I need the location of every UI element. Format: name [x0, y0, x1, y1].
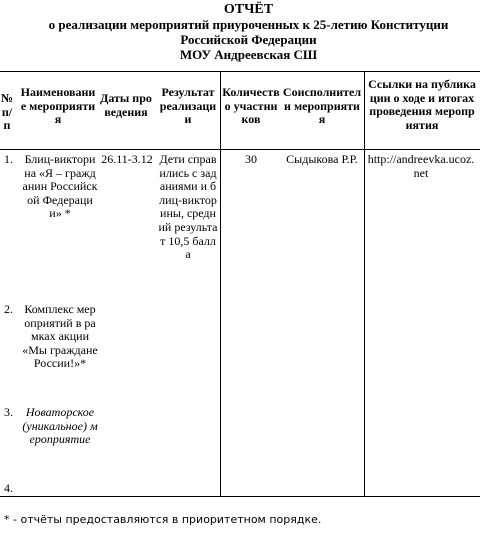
school-name: МОУ Андреевская СШ: [179, 47, 318, 62]
report-title: ОТЧЁТ: [223, 2, 274, 17]
row3-number: 3.: [4, 405, 13, 419]
row1-name: Блиц-викторина «Я – гражданин Российской Федерации» *: [22, 152, 98, 221]
header-name: Наименование мероприятия: [20, 85, 96, 126]
row1-link[interactable]: http://andreevka.ucoz.net: [367, 152, 475, 180]
header-bottom-border: [0, 149, 480, 150]
row1-count: 30: [245, 152, 257, 166]
row2-number: 2.: [4, 302, 13, 316]
column-divider-2: [364, 71, 365, 497]
row1-result: Дети справились с заданиями и блиц-викторины, средний результат 10,5 балла: [158, 152, 218, 262]
footnote: * - отчёты предоставляются в приоритетном порядке.: [4, 513, 322, 526]
table-top-border: [0, 71, 480, 72]
report-subtitle-line2: Российской Федерации: [180, 32, 317, 47]
header-partner: Соисполнители мероприятия: [282, 85, 362, 126]
row2-name: Комплекс мероприятий в рамках акции «Мы граждане России!»*: [22, 302, 98, 371]
header-dates: Даты проведения: [100, 91, 152, 119]
row4-number: 4.: [4, 481, 13, 495]
header-count: Количество участников: [222, 85, 280, 126]
row3-name: Новаторское (уникальное) мероприятие: [22, 405, 98, 447]
table-bottom-border: [0, 496, 480, 497]
header-links: Ссылки на публикации о ходе и итогах проведения мероприятия: [368, 77, 476, 132]
row1-dates: 26.11-3.12: [101, 152, 153, 166]
column-divider-1: [220, 71, 221, 497]
header-number: № п/п: [0, 91, 14, 132]
report-title-block: [0, 2, 497, 62]
row1-partner: Сыдыкова Р.Р.: [286, 152, 358, 166]
report-subtitle-line1: о реализации мероприятий приуроченных к 25-летию Конституции: [48, 17, 449, 32]
header-result: Результат реализации: [159, 85, 217, 126]
row1-number: 1.: [4, 152, 13, 166]
